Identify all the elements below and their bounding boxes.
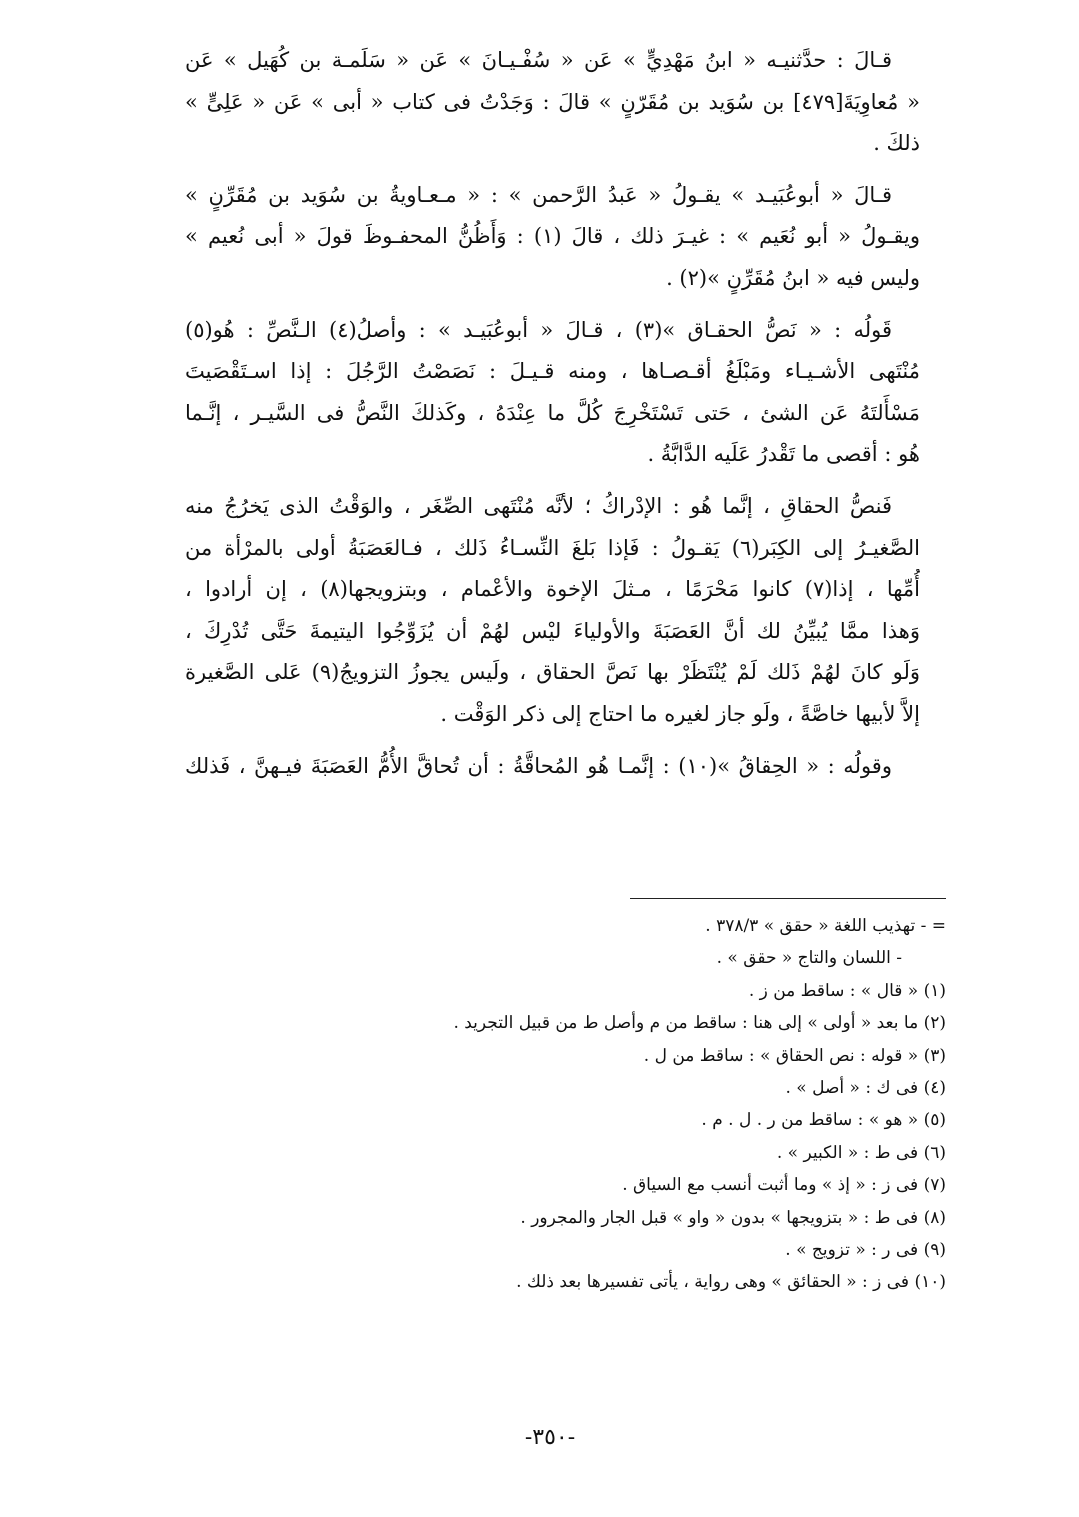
- text-line: هُو : أقصى ما تَقْدرُ عَلَيه الدَّابَّةُ .: [647, 442, 920, 467]
- footnote-4: (٤) فى ك : « أصل » .: [785, 1077, 946, 1098]
- footnote-2: (٢) ما بعد « أولى » إلى هنا : ساقط من م وأصل ط من قبيل التجريد .: [453, 1013, 946, 1034]
- text-line: قَولُه : « نَصُّ الحقـاق »(٣) ، قـالَ « أبوعُبَيـد » : وأصلُ(٤) الـنَّصِّ : هُو(٥): [185, 317, 892, 342]
- footnote-5: (٥) « هو » : ساقط من ر . ل . م .: [701, 1110, 946, 1131]
- paragraph-4: [185, 486, 920, 736]
- paragraph-3: [185, 310, 920, 476]
- footnote-3: (٣) « قوله : نص الحقاق » : ساقط من ل .: [643, 1045, 946, 1066]
- footnote-1: (١) « قال » : ساقط من ز .: [748, 980, 946, 1001]
- text-line: الصَّغيـرُ إلى الكِبَر(٦) يَقـولُ : فَإذا بَلغَ النِّسـاءُ ذَلك ، فـالعَصَبَةُ أولى بالمرْأة من: [185, 535, 920, 560]
- footnote-continuation: = - تهذيب اللغة « حقق » ٣٧٨/٣ .: [705, 916, 946, 936]
- text-line: وَلَو كانَ لهُمْ ذَلك لَمْ يُنْتَظَرْ بها نَصَّ الحقاق ، ولَيس يجوزُ التزويجُ(٩) عَلى الصَّغيرة: [185, 660, 920, 685]
- paragraph-5: [185, 746, 920, 788]
- footnote-continuation: - اللسان والتاج « حقق » .: [716, 948, 902, 969]
- footnote-8: (٨) فى ط : « بتزويجها » بدون « واو » قبل الجار والمجرور .: [520, 1207, 946, 1228]
- text-line: أُمِّها ، إذا(٧) كانوا مَحْرَمًا ، مـثلَ الإخوة والأعْمام ، وبتزويجها(٨) ، إن أرادوا ،: [185, 577, 920, 602]
- text-line: مُنْتَهى الأشـيـاء ومَبْلَغُ أقـصـاها ، ومنه قـيـلَ : نَصَصْتُ الرَّجُلَ : إذا اسـتَقْصَيتَ: [185, 359, 920, 384]
- text-line: وقولُه : « الحِقاقُ »(١٠) : إنَّمـا هُو المُحاقَّةُ : أن تُحاقَّ الأُمُّ العَصَبَةَ فيـهنَّ ، فَذلك: [185, 753, 892, 778]
- text-line: ذلكَ .: [873, 131, 920, 156]
- text-line: قـالَ « أبوعُبَيـد » يقـولُ « عَبدُ الرَّحمن » : « مـعـاويةُ بن سُوَيد بن مُقَرِّنٍ »: [185, 182, 892, 207]
- paragraph-2: [185, 175, 920, 300]
- text-line: إلاَّ لأبيها خاصَّةً ، ولَو جاز لغيره ما احتاج إلى ذكر الوَقْت .: [440, 701, 920, 726]
- footnote-10: (١٠) فى ز : « الحقائق » وهى رواية ، يأتى تفسيرها بعد ذلك .: [516, 1272, 946, 1293]
- text-line: ويقـولُ « أبو نُعَيم » : غيـرَ ذلك ، قالَ (١) : وَأَظُنُّ المحفـوظَ قولَ « أبى نُعيم »: [185, 224, 920, 249]
- text-line: مَسْأَلتَهُ عَن الشئ ، حَتى تَسْتَخْرِجَ كُلَّ ما عِنْدَهُ ، وكَذلكَ النَّصُّ فى السَّيـر ، إنَّـما: [185, 400, 920, 425]
- footnotes: [300, 910, 946, 1299]
- text-line: « مُعاوِيَةَ[٤٧٩] بن سُوَيد بن مُقَرّنٍ » قالَ : وَجَدْتُ فى كتاب « أبى » عَن « عَلِىٍّ »: [185, 89, 920, 114]
- text-line: وَهذا ممَّا يُبيِّنُ لك أنَّ العَصَبَةَ والأولياءَ ليْس لهُمْ أن يُزَوِّجُوا اليتيمةَ حَتَّى تُدْرِكَ ،: [185, 618, 920, 643]
- footnote-divider: [630, 898, 946, 899]
- text-line: قـالَ : حدَّثنيـه « ابنُ مَهْدِيٍّ » عَن « سُفْـيـانَ » عَن « سَلَمـة بن كُهَيل » عَن: [185, 48, 892, 72]
- paragraph-1: [185, 40, 920, 165]
- footnote-9: (٩) فى ر : « تزويج » .: [785, 1239, 946, 1260]
- page-number: -٣٥٠-: [524, 1425, 576, 1450]
- main-text: [185, 40, 920, 797]
- footnote-7: (٧) فى ز : « إذ » وما أثبت أنسب مع السياق .: [622, 1175, 946, 1196]
- text-line: فَنصُّ الحقاقِ ، إنَّما هُو : الإدْراكُ ؛ لأنَّه مُنْتَهى الصِّغَر ، والوَقْتُ الذى يَخرُجُ منه: [185, 493, 892, 518]
- footnote-6: (٦) فى ط : « الكبير » .: [776, 1142, 946, 1163]
- text-line: وليس فيه « ابنُ مُقَرِّنٍ »(٢) .: [666, 265, 920, 290]
